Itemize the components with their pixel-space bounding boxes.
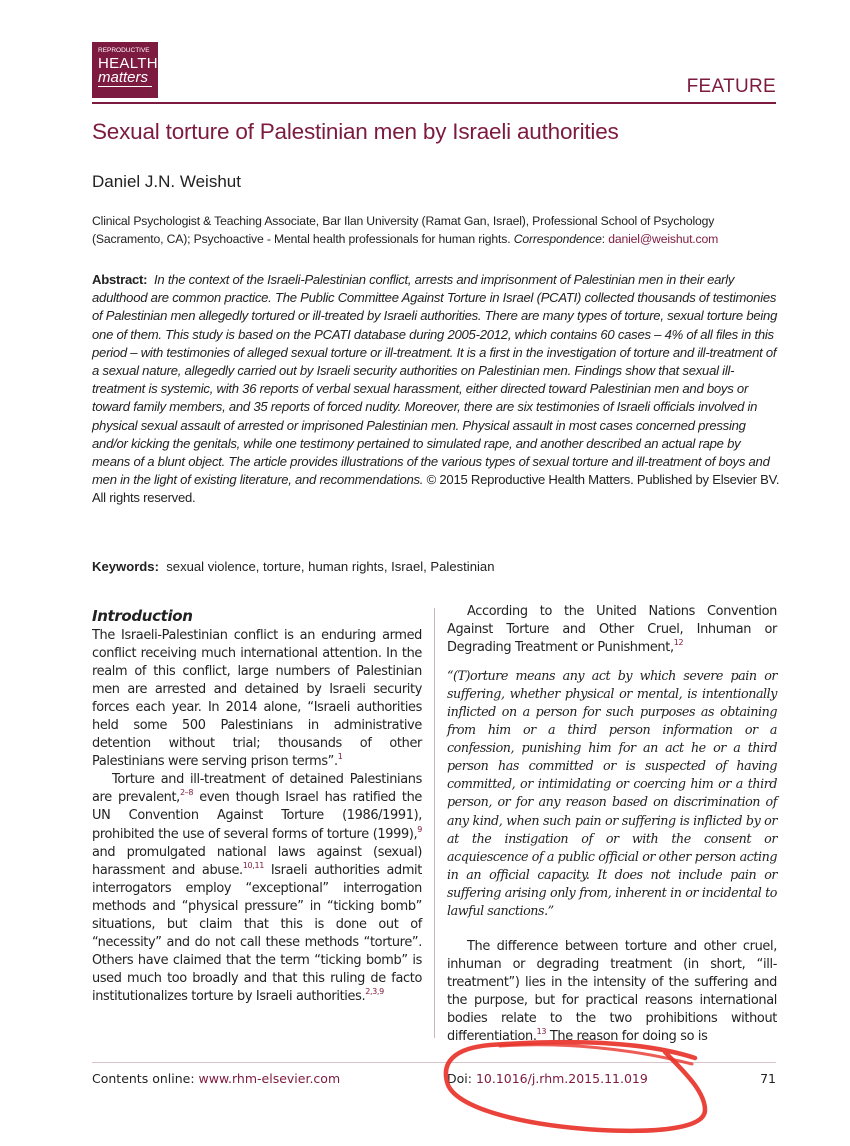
doi-link[interactable]: 10.1016/j.rhm.2015.11.019 [475,1071,648,1086]
article-title: Sexual torture of Palestinian men by Israeli authorities [92,119,619,144]
paragraph-text: The difference between torture and other cruel, inhuman or degrading treatment (in short, “ill-treatment”) lies in the intensity of the suffering and the purpose, but for practical reasons international bodies relate to the two prohibitions without differentiation. [447,938,777,1045]
keywords-label: Keywords: [92,559,159,574]
paragraph-text: and promulgated national laws against (sexual) harassment and abuse. [92,844,422,878]
page-number: 71 [760,1071,776,1086]
footer-contents-online [92,1071,340,1086]
abstract-text: In the context of the Israeli-Palestinian conflict, arrests and imprisonment of Palestinian men in their early adulthood are common practice. The Public Committee Against Torture in Israel (PCATI) collected thousands of testimonies of Palestinian men allegedly tortured or ill-treated by Israeli authorities. There are many types of torture, sexual torture being one of them. This study is based on the PCATI database during 2005-2012, which contains 60 cases – 4% of all files in this period – with testimonies of alleged sexual torture or ill-treatment. It is a first in the investigation of torture and ill-treatment of a sexual nature, allegedly carried out by Israeli security authorities on Palestinian men. Findings show that sexual ill-treatment is systemic, with 36 reports of verbal sexual harassment, either directed toward Palestinian men and boys or toward family members, and 35 reports of forced nudity. Moreover, there are six testimonies of Israeli officials involved in physical sexual assault of arrested or imprisoned Palestinian men. Physical assault in most cases concerned pressing and/or kicking the genitals, while one testimony pertained to simulated rape, and another described an actual rape by means of a blunt object. The article provides illustrations of the various types of sexual torture and ill-treatment of boys and men in the light of existing literature, and recommendations. [92,272,778,488]
doi-label: Doi: [447,1071,476,1086]
citation-link[interactable]: 2,3,9 [365,986,384,996]
correspondence-label: Correspondence [513,232,602,246]
paragraph-intro-1 [92,627,422,771]
contents-label: Contents online: [92,1071,199,1086]
logo-line-reproductive: REPRODUCTIVE [98,47,150,54]
abstract [92,271,780,508]
body-column-right [447,603,777,1046]
paragraph-text: Israeli authorities admit interrogators employ “exceptional” interrogation methods and “physical pressure” in “ticking bomb” situations, but claim that this is done out of “necessity” and do not call these methods “torture”. Others have claimed that the term “ticking bomb” is used much too broadly and that this ruling de facto institutionalizes torture by Israeli authorities. [92,862,422,1004]
block-quote-definition: “(T)orture means any act by which severe pain or suffering, whether physical or mental, is intentionally inflicted on a person for such purposes as obtaining from him or a third person information or a confession, punishing him for an act he or a third person has committed or is suspected of having committed, or intimidating or coercing him or a third person, or for any reason based on discrimination of any kind, when such pain or suffering is inflicted by or at the instigation of or with the consent or acquiescence of a public official or other person acting in an official capacity. It does not include pain or suffering arising only from, inherent in or incidental to lawful sanctions.” [447,668,777,918]
body-column-left [92,603,422,1006]
abstract-copyright: © 2015 Reproductive Health Matters. Published by Elsevier BV. All rights reserved. [92,472,780,506]
citation-link[interactable]: 12 [673,638,684,648]
paragraph-text: even though Israel has ratified the UN Convention Against Torture (1986/1991), prohibited the use of several forms of torture (1999), [92,790,422,842]
paragraph-text: The reason for doing so is [546,1029,708,1045]
abstract-label: Abstract: [92,272,148,287]
author-email-link[interactable]: daniel@weishut.com [608,232,719,246]
citation-link[interactable]: 1 [337,752,343,762]
citation-link[interactable]: 13 [536,1027,547,1037]
section-heading-introduction: Introduction [92,607,193,625]
citation-link[interactable]: 2–8 [179,788,194,798]
paragraph-text: According to the United Nations Convention Against Torture and Other Cruel, Inhuman or Degrading Treatment or Punishment, [447,604,777,656]
paragraph-convention [447,603,777,657]
journal-logo [92,42,158,98]
paragraph-text: Torture and ill-treatment of detained Palestinians are prevalent, [92,772,422,806]
section-label: FEATURE [686,76,776,97]
paragraph-intro-2 [92,771,422,1006]
logo-line-health: HEALTH [98,54,158,72]
journal-website-link[interactable]: www.rhm-elsevier.com [198,1071,341,1086]
footer-doi [447,1071,648,1086]
author-name: Daniel J.N. Weishut [92,172,241,191]
keywords-text: sexual violence, torture, human rights, Israel, Palestinian [166,559,495,574]
column-divider [434,608,435,1038]
citation-link[interactable]: 9 [417,824,422,834]
footer-rule [92,1062,776,1063]
citation-link[interactable]: 10,11 [242,860,264,870]
header-rule [92,102,776,104]
paragraph-difference [447,938,777,1046]
author-affiliation: Clinical Psychologist & Teaching Associate, Bar Ilan University (Ramat Gan, Israel), Professional School of Psychology (Sacramento, CA); Psychoactive - Mental health professionals for human rights. Correspondence: daniel@weishut.com [92,214,719,246]
affiliation-text: Clinical Psychologist & Teaching Associate, Bar Ilan University (Ramat Gan, Israel), Professional School of Psychology (Sacramento, CA); Psychoactive - Mental health professionals for human rights. [92,214,715,246]
keywords [92,559,494,574]
logo-line-matters: matters [98,70,152,87]
paragraph-text: The Israeli-Palestinian conflict is an enduring armed conflict receiving much international attention. In the realm of this conflict, large numbers of Palestinian men are arrested and detained by Israeli security forces each year. In 2014 alone, “Israeli authorities held some 500 Palestinians in administrative detention without trial; thousands of other Palestinians were serving prison terms”. [92,628,422,770]
